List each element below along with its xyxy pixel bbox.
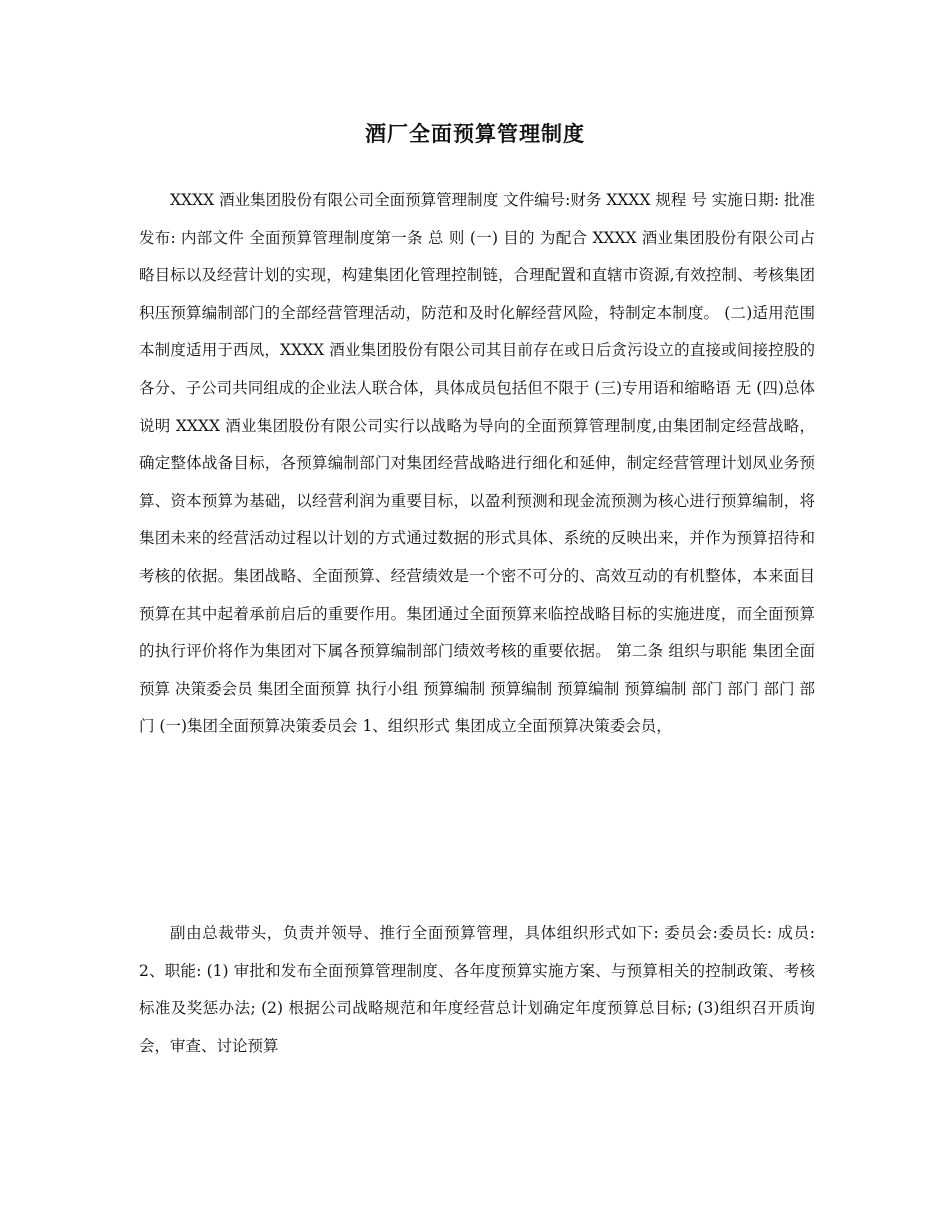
body-paragraph-2: 副由总裁带头，负责并领导、推行全面预算管理，具体组织形式如下: 委员会:委员长: 成员: 2、职能: (1) 审批和发布全面预算管理制度、各年度预算实施方案、与预算相关的控制政策、考核标准及奖惩办法; (2) 根据公司战略规范和年度经营总计划确定年度预算总目标; (3)组织召开质询会，审查、讨论预算 (139, 924, 815, 1055)
body-paragraph-1: XXXX 酒业集团股份有限公司全面预算管理制度 文件编号:财务 XXXX 规程 号 实施日期: 批准发布: 内部文件 全面预算管理制度第一条 总 则 (一) 目的 为配合 XXXX 酒业集团股份有限公司占略目标以及经营计划的实现，构建集团化管理控制链，合理配置和直辖市资源,有效控制、考核集团积压预算编制部门的全部经营管理活动，防范和及时化解经营风险，特制定本制度。 (二)适用范围 本制度适用于西凤，XXXX 酒业集团股份有限公司其目前存在或日后贪污设立的直接或间接控股的各分、子公司共同组成的企业法人联合体，具体成员包括但不限于 (三)专用语和缩略语 无 (四)总体说明 XXXX 酒业集团股份有限公司实行以战略为导向的全面预算管理制度,由集团制定经营战略，确定整体战备目标，各预算编制部门对集团经营战略进行细化和延伸，制定经营管理计划凤业务预算、资本预算为基础，以经营利润为重要目标，以盈利预测和现金流预测为核心进行预算编制，将集团未来的经营活动过程以计划的方式通过数据的形式具体、系统的反映出来，并作为预算招待和考核的依据。集团战略、全面预算、经营绩效是一个密不可分的、高效互动的有机整体，本来面目预算在其中起着承前启后的重要作用。集团通过全面预算来临控战略目标的实施进度，而全面预算的执行评价将作为集团对下属各预算编制部门绩效考核的重要依据。 第二条 组织与职能 集团全面预算 决策委会员 集团全面预算 执行小组 预算编制 预算编制 预算编制 预算编制 部门 部门 部门 部门 (一)集团全面预算决策委员会 1、组织形式 集团成立全面预算决策委会员， (139, 191, 815, 736)
document-title: 酒厂全面预算管理制度 (365, 121, 585, 146)
